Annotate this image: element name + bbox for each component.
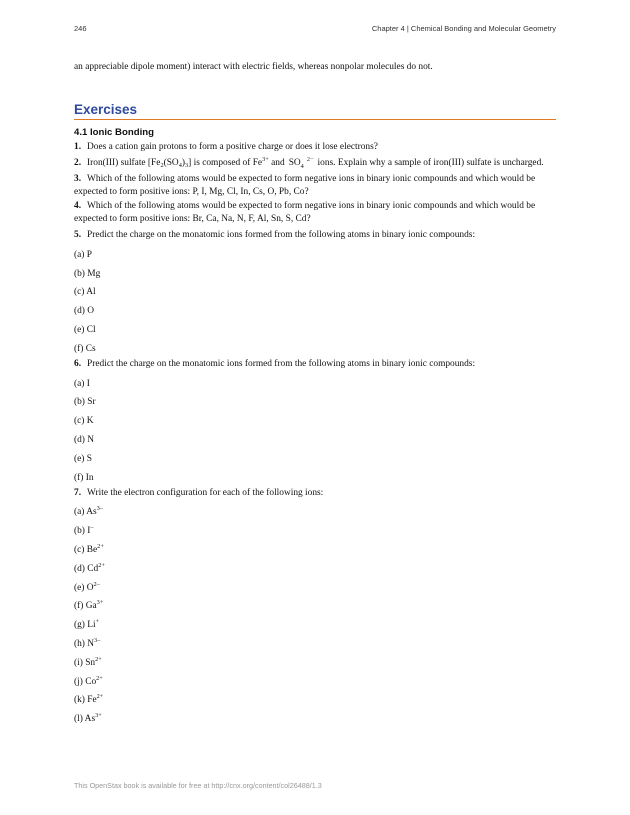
answer-option: [74, 525, 556, 537]
question-1: [74, 141, 556, 154]
question-text: Iron(III) sulfate [Fe: [87, 158, 161, 168]
ion-charge: 2+: [96, 674, 103, 682]
ion-charge: 2+: [96, 693, 104, 701]
question-number: 3.: [74, 174, 82, 184]
page-number: 246: [74, 24, 87, 33]
answer-option: [74, 582, 556, 594]
answer-option: [74, 657, 556, 669]
exercises-heading: Exercises: [74, 102, 556, 120]
ion-charge: 2+: [97, 542, 104, 550]
intro-paragraph: an appreciable dipole moment) interact with electric fields, whereas nonpolar molecules do not.: [74, 62, 433, 72]
question-text: Predict the charge on the monatomic ions formed from the following atoms in binary ionic compounds:: [87, 358, 476, 369]
answer-option: (e) S: [74, 453, 92, 464]
answer-option: [74, 694, 556, 706]
ion-label: (j) Co: [74, 676, 97, 687]
ion-label: (l) As: [74, 714, 96, 725]
answer-option: [74, 600, 556, 612]
question-number: 5.: [74, 230, 82, 240]
answer-option: [74, 619, 556, 631]
subscript: 4: [178, 162, 182, 169]
answer-option: [74, 563, 556, 575]
question-4: [74, 200, 556, 226]
subscript: 3: [184, 162, 189, 169]
question-5: [74, 229, 556, 242]
ion-charge: 3–: [96, 505, 103, 513]
answer-option: (c) K: [74, 416, 94, 427]
ion-charge: 2+: [95, 655, 102, 663]
sulfate-ion: [289, 157, 314, 170]
ion-label: (c) Be: [74, 544, 98, 555]
question-text: Which of the following atoms would be expected to form negative ions in binary ionic compounds and which would be expected to form positive ions: Br, Ca, Na, N, F, Al, Sn, S, Cd?: [74, 201, 536, 224]
question-number: 6.: [74, 358, 82, 369]
ion-charge: 3+: [95, 712, 102, 720]
ion-charge: 3+: [96, 599, 104, 607]
question-text: Which of the following atoms would be expected to form negative ions in binary ionic compounds and which would be expected to form positive ions: P, I, Mg, Cl, In, Cs, O, Pb, Co?: [74, 174, 536, 197]
question-text: ] is composed of Fe: [188, 158, 263, 168]
ion-charge: 2+: [98, 561, 105, 569]
question-text: Does a cation gain protons to form a positive charge or does it lose electrons?: [87, 142, 378, 152]
page-content: [74, 60, 556, 725]
ion-label: (e) O: [74, 582, 94, 593]
answer-option: (b) Sr: [74, 397, 96, 408]
answer-option: [74, 506, 556, 518]
answer-option: [74, 713, 556, 725]
section-heading: 4.1 Ionic Bonding: [74, 127, 154, 138]
ion-label: (k) Fe: [74, 695, 97, 706]
question-number: 4.: [74, 201, 82, 211]
question-text: (SO: [163, 158, 179, 168]
ion-label: (d) Cd: [74, 563, 99, 574]
ion-charge: –: [90, 524, 94, 532]
question-3: [74, 173, 556, 199]
ion-label: (b) I: [74, 526, 91, 537]
answer-option: (c) Al: [74, 287, 96, 298]
ion-charge: +: [95, 618, 100, 626]
question-text: ): [181, 158, 185, 168]
superscript: 3+: [262, 156, 269, 163]
question-text: Write the electron configuration for each of the following ions:: [87, 487, 324, 498]
question-text: ions. Explain why a sample of iron(III) sulfate is uncharged.: [317, 158, 544, 168]
ion-charge: 3–: [94, 636, 101, 644]
ion-label: (g) Li: [74, 620, 96, 631]
question-number: 2.: [74, 158, 82, 168]
answer-option: [74, 638, 556, 650]
answer-option: (a) P: [74, 249, 92, 260]
answer-option: (f) In: [74, 472, 94, 483]
question-2: [74, 157, 556, 170]
ion-label: (f) Ga: [74, 601, 97, 612]
page-footer: This OpenStax book is available for free at http://cnx.org/content/col26488/1.3: [74, 781, 322, 790]
ion-charge: 2–: [93, 580, 100, 588]
answer-option: [74, 544, 556, 556]
answer-option: (e) Cl: [74, 324, 96, 335]
ion-label: (h) N: [74, 638, 95, 649]
question-text: and: [268, 158, 285, 168]
answer-option: (d) O: [74, 306, 95, 317]
answer-option: (a) I: [74, 378, 90, 389]
question-text: Predict the charge on the monatomic ions formed from the following atoms in binary ionic compounds:: [87, 230, 476, 240]
answer-option: (b) Mg: [74, 268, 101, 279]
ion-label: (a) As: [74, 507, 97, 518]
ion-subscript: 4: [300, 163, 304, 170]
answer-option: (f) Cs: [74, 343, 96, 354]
subscript: 2: [160, 162, 164, 169]
ion-symbol: SO: [288, 158, 301, 168]
question-7: [74, 487, 556, 500]
question-number: 1.: [74, 142, 82, 152]
ion-charge: 2−: [306, 156, 314, 163]
ion-label: (i) Sn: [74, 657, 96, 668]
chapter-title: Chapter 4 | Chemical Bonding and Molecular Geometry: [371, 24, 556, 33]
answer-option: [74, 676, 556, 688]
question-6: [74, 358, 556, 371]
answer-option: (d) N: [74, 434, 95, 445]
question-number: 7.: [74, 487, 82, 498]
